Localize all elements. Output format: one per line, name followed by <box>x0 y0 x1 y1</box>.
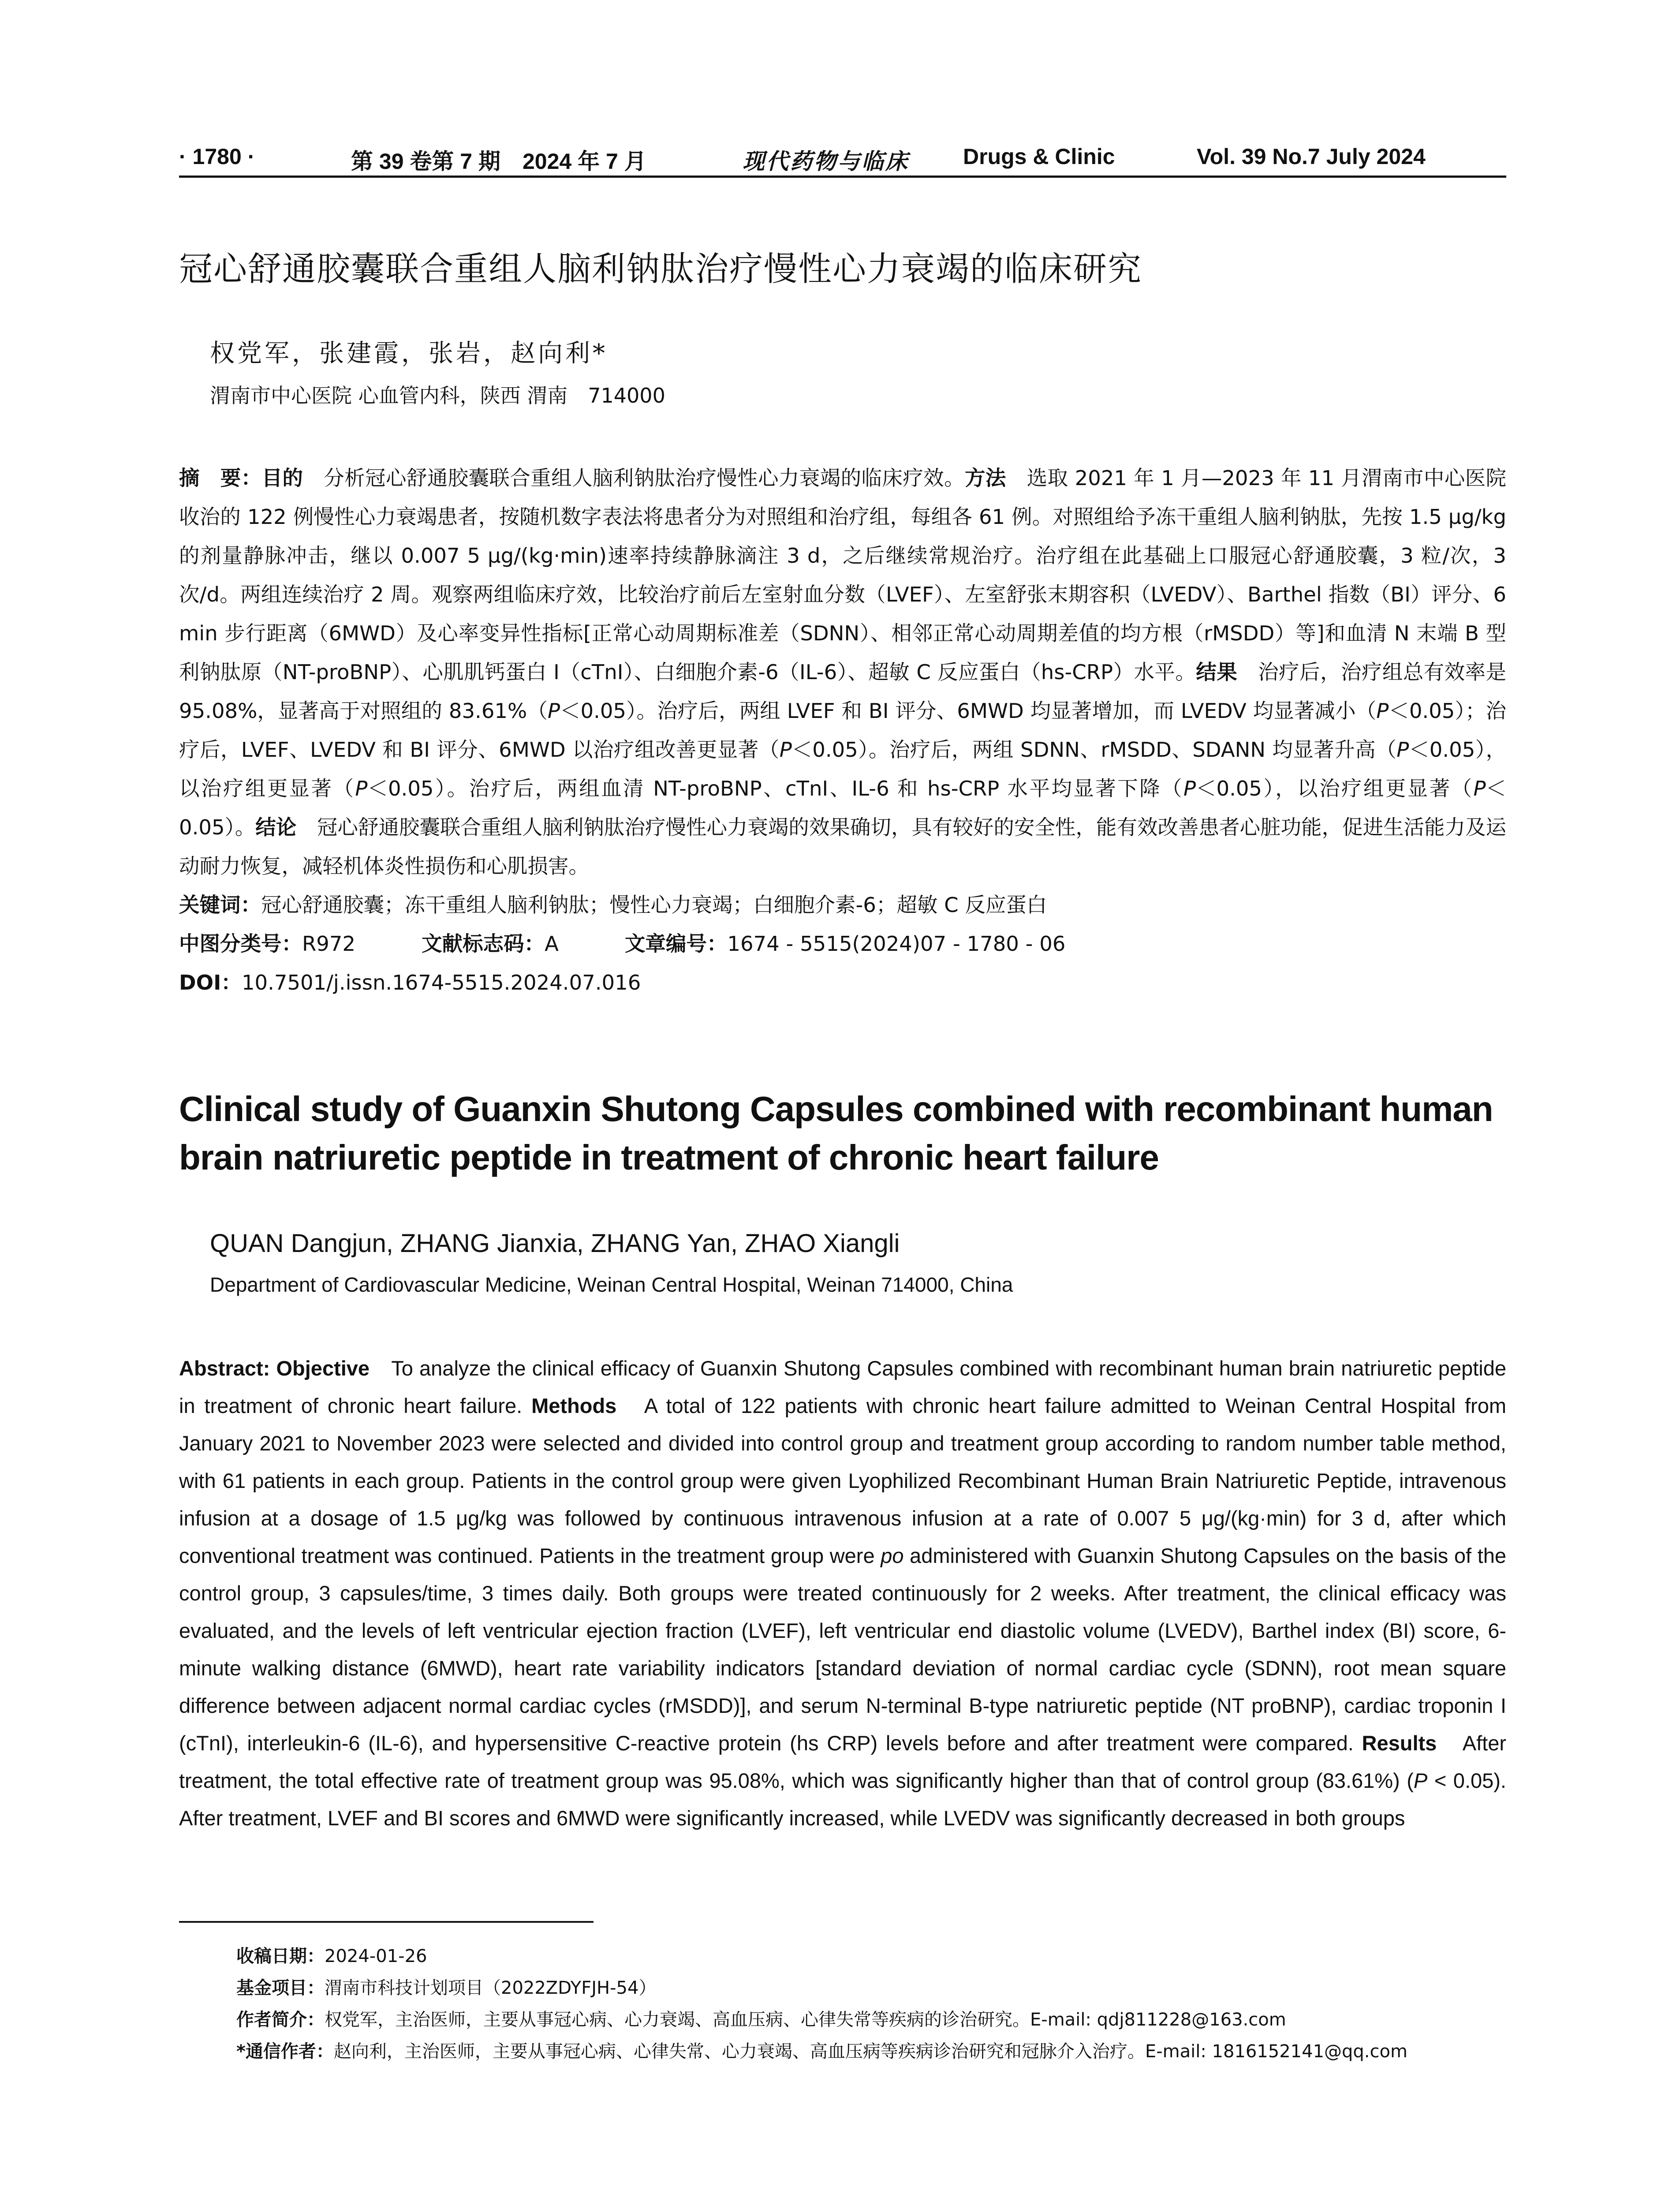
received-label: 收稿日期： <box>236 1946 325 1966</box>
p-value-symbol: P <box>1376 699 1389 723</box>
abstract-en <box>179 1349 1506 1837</box>
results-cn-label: 结果 <box>1196 660 1238 684</box>
results-en-text-1: After treatment, the total effective rate of treatment group was 95.08%, which was significantly higher than that of control group (83.61%) ( <box>179 1731 1506 1792</box>
article-title-cn: 冠心舒通胶囊联合重组人脑利钠肽治疗慢性心力衰竭的临床研究 <box>179 249 1142 288</box>
running-header <box>179 140 1506 175</box>
results-cn-text-6: ＜0.05）。治疗后，两组血清 NT-proBNP、cTnI、IL-6 和 hs-CRP 水平均显著下降（ <box>367 777 1183 800</box>
journal-name-en: Drugs & Clinic <box>963 144 1115 169</box>
results-en-label: Results <box>1362 1731 1437 1755</box>
fund-label: 基金项目： <box>236 1978 325 1998</box>
p-value-symbol: P <box>1473 777 1486 800</box>
abstract-en-label: Abstract: <box>179 1357 270 1380</box>
footnote-received <box>236 1940 1506 1972</box>
results-cn-text-7: ＜0.05），以治疗组更显著（ <box>1195 777 1474 800</box>
p-value-symbol: P <box>1413 1769 1428 1792</box>
page-number: · 1780 · <box>179 144 255 169</box>
results-cn-text-2: ＜0.05）。治疗后，两组 LVEF 和 BI 评分、6MWD 均显著增加，而 LVEDV 均显著减小（ <box>560 699 1377 723</box>
abstract-cn-body <box>179 459 1506 886</box>
author-bio-label: 作者简介： <box>236 2010 325 2030</box>
journal-name-cn: 现代药物与临床 <box>743 148 909 174</box>
results-cn-text-3: ＜0.05）；治疗后，LVEF、LVEDV 和 BI 评分、6MWD 以治疗组改善更显著（ <box>179 699 1506 762</box>
methods-en-text-1: A total of 122 patients with chronic heart failure admitted to Weinan Central Hospital from January 2021 to November 2023 were selected and divided into control group and treatment group according to random number table method, with 61 patients in each group. Patients in the control group were given Lyophilized Recombinant Human Brain Natriuretic Peptide, intravenous infusion at a dosage of 1.5 μg/kg was followed by continuous intravenous infusion at a rate of 0.007 5 μg/(kg·min) for 3 d, after which conventional treatment was continued. Patients in the treatment group were <box>179 1394 1506 1567</box>
results-cn-text-5: ＜0.05），以治疗组更显著（ <box>179 738 1506 800</box>
abstract-cn-label: 摘 要： <box>179 466 262 490</box>
p-value-symbol: P <box>547 699 560 723</box>
doi-value: 10.7501/j.issn.1674-5515.2024.07.016 <box>241 971 641 994</box>
abstract-cn <box>179 459 1506 1002</box>
results-cn-text-8: ＜0.05）。 <box>179 777 1507 839</box>
results-en-text-2: < 0.05). After treatment, LVEF and BI scores and 6MWD were significantly increased, while LVEDV was significantly decreased in both groups <box>179 1769 1506 1830</box>
p-value-symbol: P <box>779 738 792 762</box>
article-id-value: 1674 - 5515(2024)07 - 1780 - 06 <box>727 932 1066 956</box>
conclusion-cn-label: 结论 <box>255 815 297 839</box>
doc-code-label: 文献标志码： <box>422 932 545 956</box>
affiliation-en: Department of Cardiovascular Medicine, Weinan Central Hospital, Weinan 714000, China <box>210 1273 1013 1296</box>
conclusion-cn-text: 冠心舒通胶囊联合重组人脑利钠肽治疗慢性心力衰竭的效果确切，具有较好的安全性，能有效改善患者心脏功能，促进生活能力及运动耐力恢复，减轻机体炎性损伤和心肌损害。 <box>179 815 1506 878</box>
doi-line <box>179 963 1506 1002</box>
corresponding-text: 赵向利，主治医师，主要从事冠心病、心律失常、心力衰竭、高血压病等疾病诊治研究和冠脉介入治疗。E-mail: 1816152141@qq.com <box>333 2041 1407 2062</box>
p-value-symbol: P <box>1396 738 1409 762</box>
p-value-symbol: P <box>355 777 368 800</box>
affiliation-cn: 渭南市中心医院 心血管内科，陕西 渭南 714000 <box>210 384 665 407</box>
methods-en-label: Methods <box>531 1394 617 1417</box>
methods-cn-text: 选取 2021 年 1 月—2023 年 11 月渭南市中心医院收治的 122 例慢性心力衰竭患者，按随机数字表法将患者分为对照组和治疗组，每组各 61 例。对照组给予冻干重组人脑利钠肽，先按 1.5 μg/kg 的剂量静脉冲击，继以 0.007 5 μg/(kg·min)速率持续静脉滴注 3 d，之后继续常规治疗。治疗组在此基础上口服冠心舒通胶囊，3 粒/次，3 次/d。两组连续治疗 2 周。观察两组临床疗效，比较治疗前后左室射血分数（LVEF）、左室舒张末期容积（LVEDV）、Barthel 指数（BI）评分、6 min 步行距离（6MWD）及心率变异性指标[正常心动周期标准差（SDNN）、相邻正常心动周期差值的均方根（rMSDD）等]和血清 N 末端 B 型利钠肽原（NT-proBNP）、心肌肌钙蛋白 I（cTnI）、白细胞介素-6（IL-6）、超敏 C 反应蛋白（hs-CRP）水平。 <box>179 466 1507 684</box>
doi-label: DOI： <box>179 971 242 994</box>
issue-cn: 第 39 卷第 7 期 2024 年 7 月 <box>351 149 646 174</box>
footnote-rule <box>179 1921 594 1923</box>
article-title-en: Clinical study of Guanxin Shutong Capsules combined with recombinant human brain natriuretic peptide in treatment of chronic heart failure <box>179 1089 1493 1177</box>
po-abbrev: po <box>881 1544 904 1567</box>
corresponding-label: *通信作者： <box>236 2041 334 2062</box>
footnote-corresponding <box>236 2036 1506 2067</box>
keywords-cn-text: 冠心舒通胶囊；冻干重组人脑利钠肽；慢性心力衰竭；白细胞介素-6；超敏 C 反应蛋白 <box>261 893 1047 917</box>
clc-value: R972 <box>302 932 356 956</box>
footnote-fund <box>236 1972 1506 2004</box>
objective-cn-text: 分析冠心舒通胶囊联合重组人脑利钠肽治疗慢性心力衰竭的临床疗效。 <box>303 466 965 490</box>
author-bio-text: 权党军，主治医师，主要从事冠心病、心力衰竭、高血压病、心律失常等疾病的诊治研究。E-mail: qdj811228@163.com <box>325 2010 1286 2030</box>
results-cn-text-4: ＜0.05）。治疗后，两组 SDNN、rMSDD、SDANN 均显著升高（ <box>791 738 1397 762</box>
classification-line <box>179 924 1506 963</box>
objective-en-text: To analyze the clinical efficacy of Guanxin Shutong Capsules combined with recombinant human brain natriuretic peptide in treatment of chronic heart failure. <box>179 1357 1506 1417</box>
header-rule <box>179 176 1506 178</box>
objective-cn-label: 目的 <box>261 466 303 490</box>
authors-en: QUAN Dangjun, ZHANG Jianxia, ZHANG Yan, ZHAO Xiangli <box>210 1229 900 1258</box>
clc-label: 中图分类号： <box>179 932 302 956</box>
results-cn-text-1: 治疗后，治疗组总有效率是 95.08%，显著高于对照组的 83.61%（ <box>179 660 1506 723</box>
doc-code-value: A <box>545 932 559 956</box>
methods-en-text-2: administered with Guanxin Shutong Capsules on the basis of the control group, 3 capsules/time, 3 times daily. Both groups were treated continuously for 2 weeks. After treatment, the clinical efficacy was evaluated, and the levels of left ventricular ejection fraction (LVEF), left ventricular end diastolic volume (LVEDV), Barthel index (BI) score, 6-minute walking distance (6MWD), heart rate variability indicators [standard deviation of normal cardiac cycle (SDNN), root mean square difference between adjacent normal cardiac cycles (rMSDD)], and serum N-terminal B-type natriuretic peptide (NT proBNP), cardiac troponin I (cTnI), interleukin-6 (IL-6), and hypersensitive C-reactive protein (hs CRP) levels before and after treatment were compared. <box>179 1544 1506 1755</box>
authors-cn: 权党军，张建霞，张岩，赵向利* <box>210 339 608 368</box>
objective-en-label: Objective <box>276 1357 370 1380</box>
fund-text: 渭南市科技计划项目（2022ZDYFJH-54） <box>325 1978 657 1998</box>
issue-en: Vol. 39 No.7 July 2024 <box>1197 144 1426 169</box>
methods-cn-label: 方法 <box>964 466 1006 490</box>
keywords-cn-label: 关键词： <box>179 893 261 917</box>
footnote-author <box>236 2004 1506 2036</box>
p-value-symbol: P <box>1183 777 1196 800</box>
footnotes <box>236 1940 1506 2067</box>
article-id-label: 文章编号： <box>624 932 728 956</box>
received-date: 2024-01-26 <box>325 1946 427 1966</box>
keywords-cn <box>179 886 1506 924</box>
